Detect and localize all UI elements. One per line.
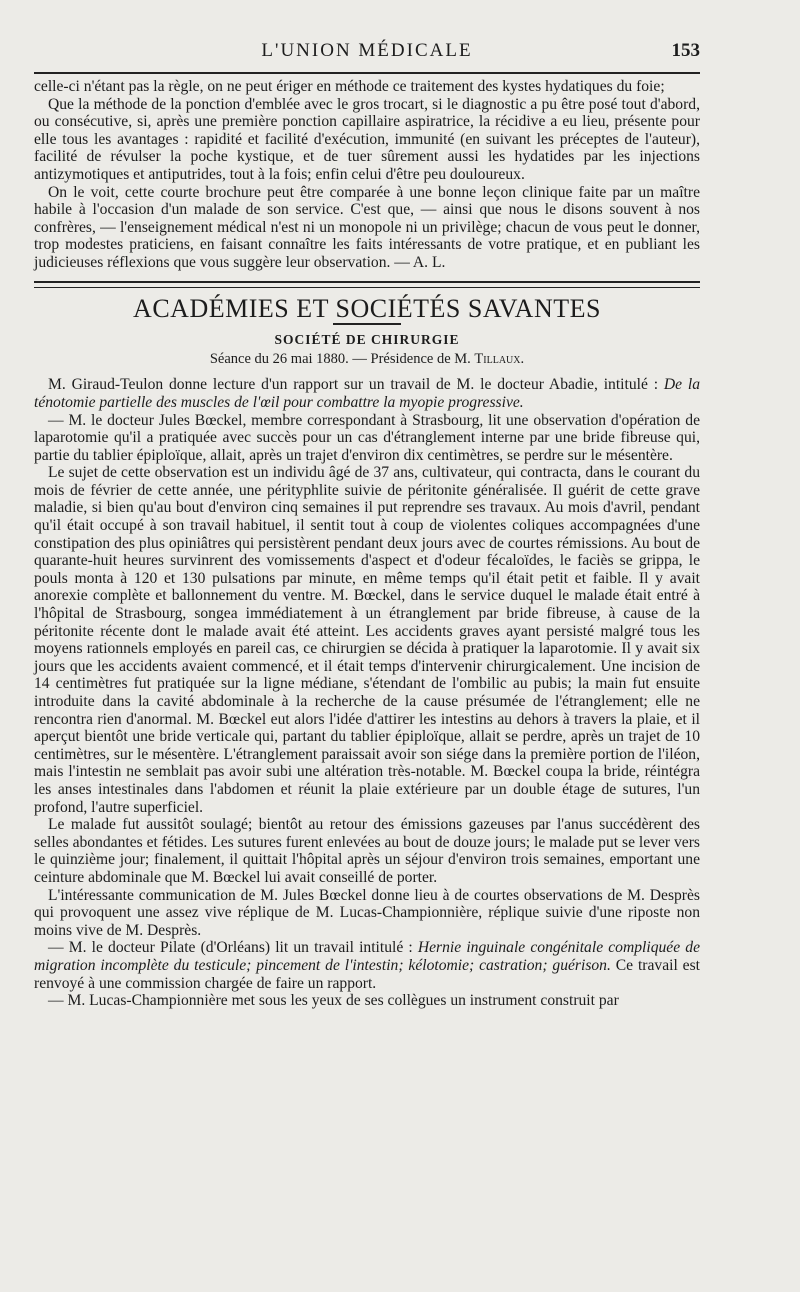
intro-paragraph-3: On le voit, cette courte brochure peut être comparée à une bonne leçon clinique faite par un maître habile à l'occasion d'un malade de son service. C'est que, — ainsi que nous le disons souvent à nos confrères, — l'enseignement médical n'est ni un monopole ni un privilège; chacun de vous peut le donner, trop modestes praticiens, en faisant connaître les faits intéressants de votre pratique, et en publiant les judicieuses réflexions que vous suggère leur observation. — A. L.: [34, 183, 700, 271]
article-paragraph-3: Le sujet de cette observation est un individu âgé de 37 ans, cultivateur, qui contracta, dans le courant du mois de février de cette année, une pérityphlite suivie de péritonite généralisée. Il guérit de cette grave maladie, si bien qu'au bout d'environ cinq semaines il put reprendre ses travaux. Au mois d'avril, pendant qu'il était occupé à son travail habituel, il sentit tout à coup de violentes coliques accompagnées d'une constipation des plus opiniâtres qui persistèrent pendant deux jours avec de courtes rémissions. Au bout de quarante-huit heures survinrent des vomissements d'aspect et d'odeur fécaloïdes, le faciès se grippa, le pouls monta à 120 et 130 pulsations par minute, en même temps qu'il était petit et faible. Il y avait anorexie complète et ballonnement du ventre. M. Bœckel, dans le service duquel le malade était entré à l'hôpital de Strasbourg, songea immédiatement à un étranglement par bride fibreuse, à cause de la péritonite récente dont le malade avait été atteint. Les accidents graves ayant persisté malgré tous les moyens rationnels employés en pareil cas, ce chirurgien se décida à pratiquer la laparotomie. Il y avait six jours que les accidents avaient commencé, et il était temps d'intervenir chirurgicalement. Une incision de 14 centimètres fut pratiquée sur la ligne médiane, s'étendant de l'ombilic au pubis; la main fut ensuite introduite dans la cavité abdominale à la recherche de la cause présumée de l'étranglement; elle ne rencontra rien d'anormal. M. Bœckel eut alors l'idée d'attirer les intestins au dehors à travers la plaie, et il aperçut bientôt une bride verticale qui, partant du tablier épiploïque, allait se perdre, après un trajet de 10 centimètres, sur le mésentère. L'étranglement paraissait avoir son siége dans la première portion de l'iléon, mais l'intestin ne semblait pas avoir subi une altération très-notable. M. Bœckel coupa la bride, réintégra les anses intestinales dans l'abdomen et réunit la plaie extérieure par un double étage de sutures, l'un profond, l'autre superficiel.: [34, 464, 700, 816]
running-head: [34, 40, 700, 64]
intro-paragraph-1: celle-ci n'étant pas la règle, on ne peut ériger en méthode ce traitement des kystes hydatiques du foie;: [34, 78, 665, 95]
session-president: Tillaux.: [474, 350, 525, 367]
pilate-intro: — M. le docteur Pilate (d'Orléans) lit un travail intitulé :: [48, 939, 418, 957]
pilate-outcome: Ce travail est renvoyé à une commission chargée de faire un rapport.: [34, 956, 701, 992]
session-date: Séance du 26 mai 1880. — Présidence de M.: [209, 350, 475, 367]
intro-paragraph-2: Que la méthode de la ponction d'emblée avec le gros trocart, si le diagnostic a pu être posé tout d'abord, ou consécutive, si, après une première ponction capillaire aspiratrice, la récidive a eu lieu, présente pour elle tous les avantages : rapidité et facilité d'exécution, immunité (en suivant les préceptes de l'auteur), facilité de révulser la poche kystique, et de tuer sûrement aussi les hydatides par les injections antizymotiques et antiputrides, tout à la fois; enfin celui d'être peu douloureux.: [34, 95, 700, 183]
header-rule: [34, 72, 700, 74]
article-paragraph-7: — M. Lucas-Championnière met sous les yeux de ses collègues un instrument construit par: [48, 992, 619, 1010]
society-heading: SOCIÉTÉ DE CHIRURGIE: [274, 332, 460, 348]
pilate-title: Hernie inguinale congénitale compliquée de migration incomplète du testicule; pincement de l'intestin; kélotomie; castration; guérison.: [34, 939, 700, 974]
page-body: [34, 78, 700, 1010]
report-intro: M. Giraud-Teulon donne lecture d'un rapport sur un travail de M. le docteur Abadie, intitulé :: [48, 376, 664, 394]
page-number: 153: [671, 40, 700, 61]
section-divider: [34, 281, 700, 288]
article-paragraph-2: — M. le docteur Jules Bœckel, membre correspondant à Strasbourg, lit une observation d'opération de laparotomie qu'il a pratiquée avec succès pour un cas d'étranglement interne par une bride fibreuse qui, partie du tablier épiploïque, allait, après un trajet d'environ dix centimètres, se perdre sur le mésentère.: [34, 411, 700, 464]
session-line: [34, 351, 700, 369]
title-rule: [333, 323, 401, 325]
article-paragraph-4: Le malade fut aussitôt soulagé; bientôt au retour des émissions gazeuses par l'anus succédèrent des selles abondantes et fétides. Les sutures furent enlevées au bout de douze jours; le malade put se lever vers le quinzième jour; finalement, il quittait l'hôpital après un séjour d'environ trois semaines, emportant une ceinture abdominale que M. Bœckel lui avait conseillé de porter.: [34, 816, 700, 886]
article-paragraph-1: [34, 376, 700, 411]
article-paragraph-6: [34, 939, 700, 992]
report-title: De la ténotomie partielle des muscles de l'œil pour combattre la myopie progressive.: [34, 376, 700, 411]
article-paragraph-5: L'intéressante communication de M. Jules Bœckel donne lieu à de courtes observations de M. Desprès qui provoquent une assez vive réplique de M. Lucas-Championnière, réplique suivie d'une riposte non moins vive de M. Desprès.: [34, 886, 700, 939]
journal-title: L'UNION MÉDICALE: [261, 40, 473, 61]
section-title: ACADÉMIES ET SOCIÉTÉS SAVANTES: [133, 293, 601, 323]
